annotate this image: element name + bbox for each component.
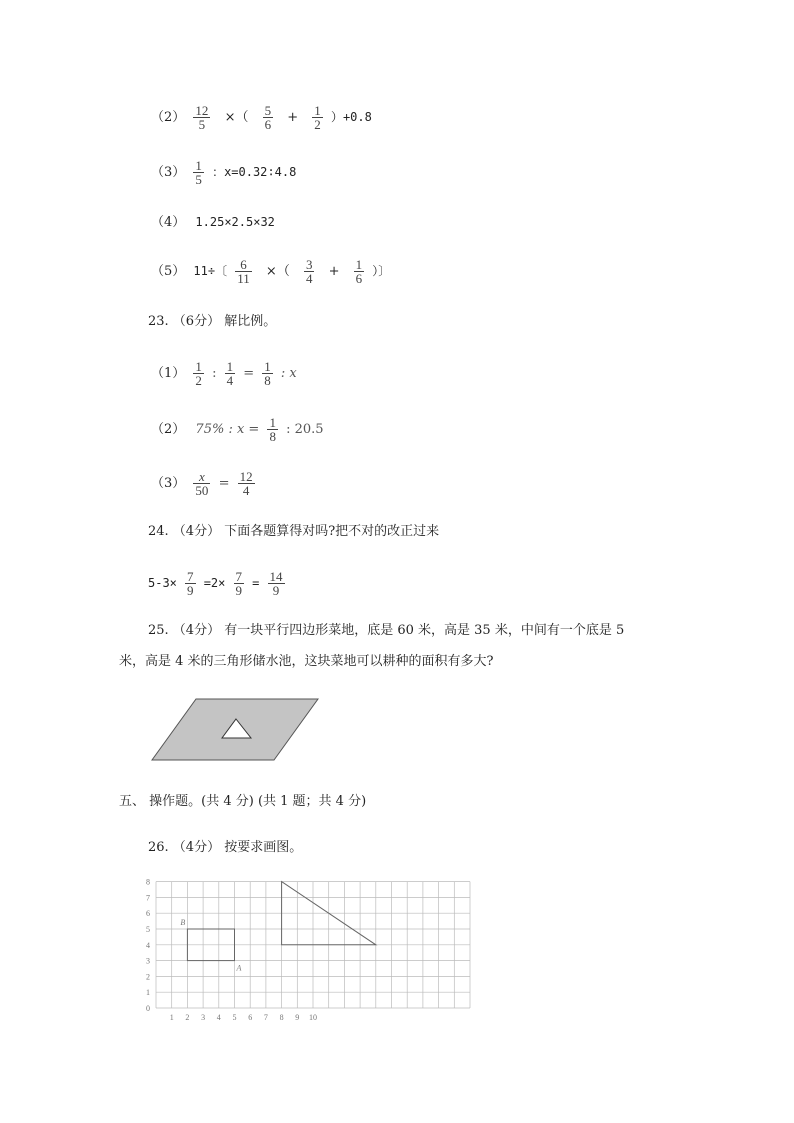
y-tick-label: 2 — [146, 972, 150, 982]
x-tick-label: 5 — [232, 1013, 237, 1022]
fraction: $\frac{6}{11}$ — [237, 257, 250, 286]
fraction: $\frac{5}{6}$ — [264, 103, 272, 132]
y-tick-label: 6 — [146, 909, 150, 919]
fraction: $\frac{x}{50}$ — [195, 469, 209, 498]
x-tick-label: 6 — [248, 1013, 253, 1022]
x-tick-label: 7 — [263, 1013, 268, 1022]
fraction: $\frac{12}{4}$ — [239, 469, 253, 498]
q22-part4: （4） 1.25×2.5×32 — [151, 215, 275, 230]
fraction: $\frac{1}{8}$ — [269, 415, 276, 444]
parallelogram-figure — [150, 697, 322, 763]
x-tick-label: 4 — [216, 1013, 221, 1022]
y-tick-label: 1 — [146, 988, 150, 998]
fraction: $\frac{1}{5}$ — [195, 158, 202, 187]
x-tick-label: 10 — [309, 1013, 317, 1022]
q22-part5: （5） 11÷〔 $\frac{6}{11}$ ×（ $\frac{3}{4}$ + $\frac{1}{6}$ ）〕 — [151, 257, 391, 286]
fraction: $\frac{7}{9}$ — [235, 569, 243, 598]
q24-expression: 5-3× $\frac{7}{9}$ =2× $\frac{7}{9}$ = $\frac{14}{9}$ — [148, 569, 283, 598]
q23-part1: （1） $\frac{1}{2}$ : $\frac{1}{4}$ = $\frac{1}{8}$ : x — [151, 359, 297, 388]
q26-title: 26. （4分） 按要求画图。 — [148, 840, 303, 855]
fraction: $\frac{3}{4}$ — [305, 257, 313, 286]
x-tick-label: 1 — [169, 1013, 174, 1022]
q25-text-line2: 米，高是 4 米的三角形储水池，这块菜地可以耕种的面积有多大? — [119, 654, 494, 669]
section5-title: 五、 操作题。(共 4 分) (共 1 题；共 4 分) — [119, 794, 367, 809]
q23-part3: （3） $\frac{x}{50}$ = $\frac{12}{4}$ — [151, 469, 253, 498]
y-tick-label: 3 — [146, 956, 150, 966]
q22-p2-label: （2） — [151, 110, 186, 125]
x-tick-label: 3 — [201, 1013, 206, 1022]
fraction: $\frac{1}{8}$ — [264, 359, 271, 388]
y-tick-label: 8 — [146, 877, 150, 887]
y-tick-label: 5 — [146, 925, 150, 934]
q25-text-line1: 25. （4分） 有一块平行四边形菜地，底是 60 米，高是 35 米，中间有一个底是 5 — [148, 623, 625, 638]
fraction: $\frac{1}{2}$ — [195, 359, 202, 388]
q24-title: 24. （4分） 下面各题算得对吗?把不对的改正过来 — [148, 524, 440, 539]
q22-part3: （3） $\frac{1}{5}$ ：x=0.32∶4.8 — [151, 158, 297, 187]
fraction: $\frac{12}{5}$ — [195, 103, 209, 132]
point-b-label: B — [180, 918, 186, 927]
fraction: $\frac{1}{2}$ — [314, 103, 321, 132]
fraction: $\frac{7}{9}$ — [187, 569, 194, 598]
q23-title: 23. （6分） 解比例。 — [148, 314, 277, 329]
x-tick-label: 9 — [295, 1013, 300, 1022]
q22-part2: （2） $\frac{12}{5}$ ×（ $\frac{5}{6}$ + $\frac{1}{2}$ ）+0.8 — [151, 103, 372, 132]
y-tick-label: 0 — [146, 1004, 150, 1013]
x-tick-label: 8 — [279, 1013, 284, 1022]
point-a-label: A — [236, 963, 242, 973]
y-tick-label: 4 — [146, 940, 150, 950]
x-tick-label: 2 — [185, 1013, 190, 1022]
fraction: $\frac{1}{4}$ — [226, 359, 234, 388]
coordinate-grid — [140, 874, 480, 1022]
fraction: $\frac{14}{9}$ — [269, 569, 283, 598]
fraction: $\frac{1}{6}$ — [355, 257, 363, 286]
y-tick-label: 7 — [146, 893, 150, 903]
q23-part2: （2） 75% : x = $\frac{1}{8}$ : 20.5 — [151, 415, 324, 444]
